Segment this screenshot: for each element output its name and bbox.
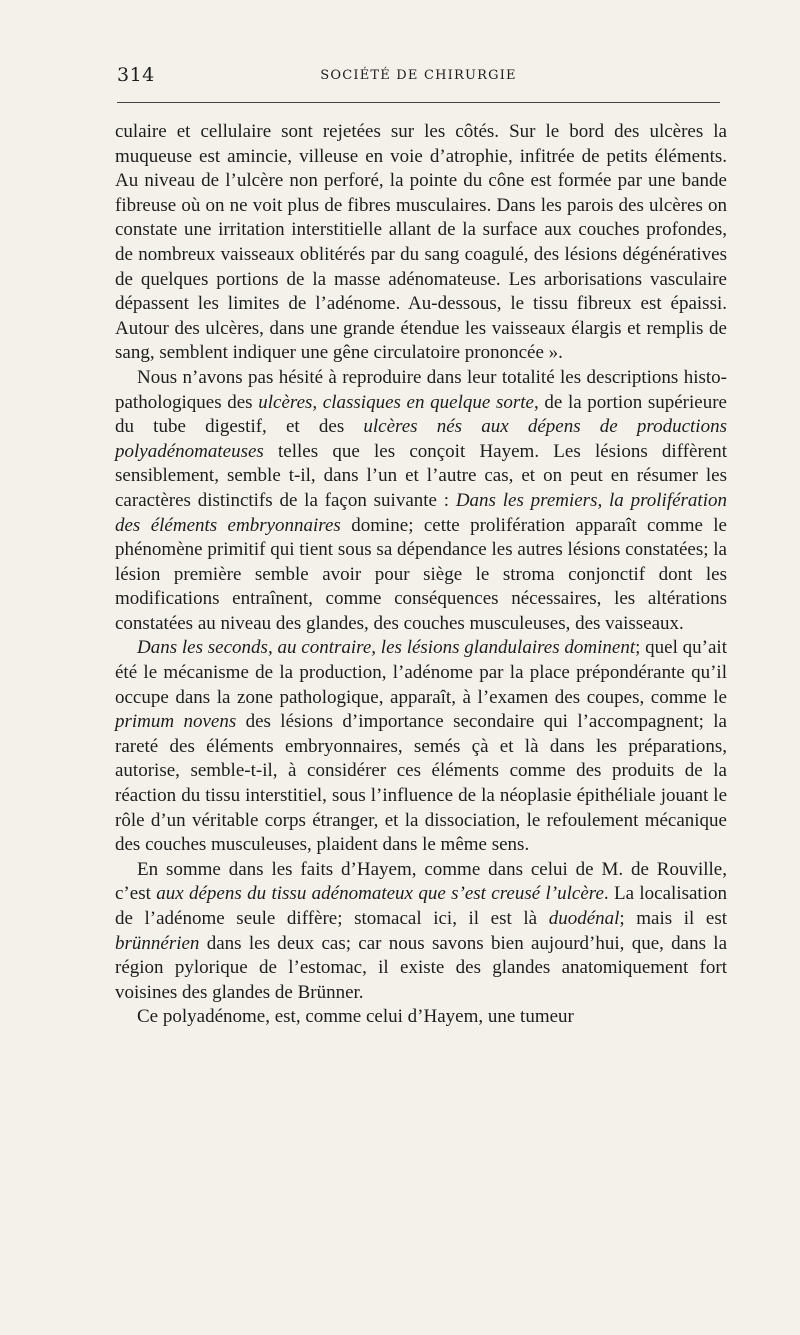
italic-text: primum novens (115, 711, 237, 733)
header-rule (117, 102, 720, 103)
text-segment: culaire et cellulaire sont rejetées sur les côtés. Sur le bord des ulcères la muqueuse est amincie, villeuse en voie d’atrophie, infitrée de petits éléments. Au niveau de l’ulcère non perforé, la pointe du cône est formée par une bande fibreuse où on ne voit plus de fibres musculaires. Dans les parois des ulcères on constate une irritation interstitielle allant de la surface aux couches profondes, de nombreux vaisseaux oblitérés par du sang coagulé, des lésions dégénératives de quelques portions de la masse adénomateuse. Les arborisations vasculaire dépassent les limites de l’adénome. Au-dessous, le tissu fibreux est épaissi. Autour des ulcères, dans une grande étendue les vaisseaux élargis et remplis de sang, semblent indiquer une gêne circulatoire prononcée ». (115, 121, 727, 364)
italic-text: duodénal (548, 908, 620, 929)
text-segment: Ce polyadénome, est, comme celui d’Hayem, une tumeur (137, 1006, 574, 1028)
paragraph (115, 120, 727, 366)
running-title: SOCIÉTÉ DE CHIRURGIE (320, 68, 517, 83)
text-segment: des lésions d’importance secondaire qui l’accompagnent; la rareté des éléments embryonnaires, semés çà et là dans les préparations, autorise, semble-t-il, à considérer ces éléments comme des produits de la réaction du tissu interstitiel, sous l’influence de la néoplasie épithéliale jouant le rôle d’un véritable corps étranger, et la dissociation, le refoulement mécanique des couches musculeuses, plaident dans le même sens. (115, 711, 727, 856)
text-segment: . La localisation de l’adénome seule diffère; stomacal ici, il est là (115, 883, 727, 929)
page-number: 314 (117, 64, 155, 86)
page-header (117, 64, 720, 94)
italic-text: ulcères nés aux dépens de productions polyadénomateuses (115, 416, 727, 462)
paragraph (115, 366, 727, 637)
italic-text: Dans les seconds, au contraire, les lésions glandulaires dominent (137, 637, 636, 659)
body-text (115, 120, 727, 1030)
italic-text: Dans les premiers, la prolifération des éléments embryonnaires (115, 489, 727, 536)
italic-text: ulcères, classiques en quelque sorte (258, 391, 534, 413)
italic-text: aux dépens du tissu adénomateux que s’est creusé l’ulcère (156, 883, 604, 905)
paragraph (115, 1005, 727, 1030)
paragraph (115, 636, 727, 857)
text-segment: En somme dans les faits d’Hayem, comme dans celui de M. de Rouville, c’est (115, 858, 727, 905)
paragraph (115, 858, 727, 1006)
text-segment: ; mais il est (619, 908, 728, 929)
text-segment: domine; cette prolifération apparaît comme le phénomène primitif qui tient sous sa dépendance les autres lésions constatées; la lésion première semble avoir pour siège le stroma conjonctif dont les modifications entraînent, comme conséquences nécessaires, les altérations constatées au niveau des glandes, des couches musculeuses, des vaisseaux. (115, 514, 727, 634)
text-segment: , de la portion supérieure du tube digestif, et des (115, 391, 727, 438)
italic-text: brünnérien (115, 932, 200, 954)
text-segment: telles que les conçoit Hayem. Les lésions diffèrent sensiblement, semble t-il, dans l’un et l’autre cas, et on peut en résumer les caractères distinctifs de la façon suivante : (115, 440, 727, 511)
text-segment: dans les deux cas; car nous savons bien aujourd’hui, que, dans la région pylorique de l’estomac, il existe des glandes anatomiquement fort voisines des glandes de Brünner. (115, 932, 727, 1003)
text-segment: Nous n’avons pas hésité à reproduire dans leur totalité les descriptions histo-pathologiques des (115, 366, 727, 413)
text-segment: ; quel qu’ait été le mécanisme de la production, l’adénome par la place prépondérante qu’il occupe dans la zone pathologique, apparaît, à l’examen des coupes, comme le (115, 637, 727, 708)
